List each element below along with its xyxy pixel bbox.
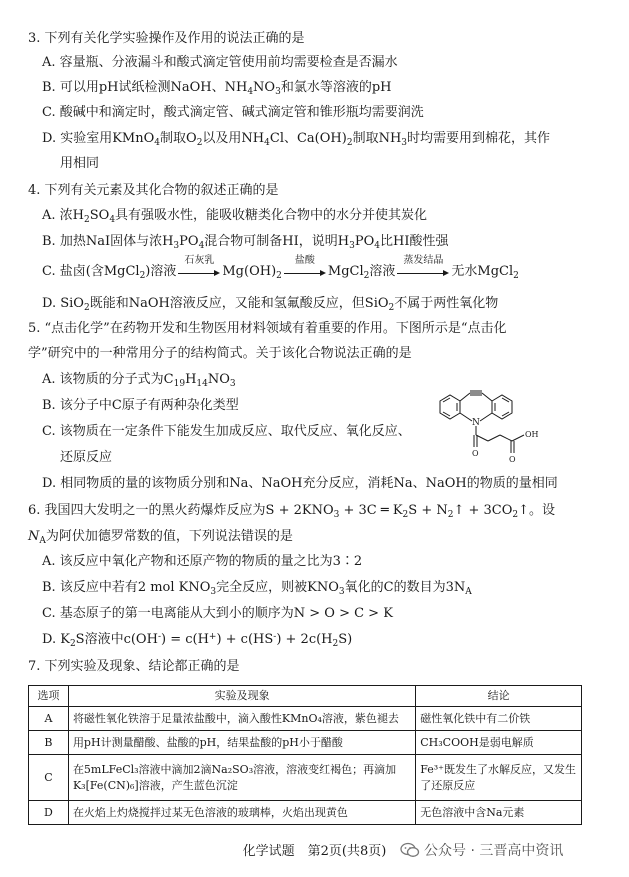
mol-label-o1: O — [472, 449, 479, 458]
q5-stem-1: 5. “点击化学”在药物开发和生物医用材料领域有着重要的作用。下图所示是“点击化 — [28, 321, 507, 336]
q3-option-a: A. 容量瓶、分液漏斗和酸式滴定管使用前均需要检查是否漏水 — [42, 55, 398, 70]
q4-option-a: A. 浓$H_2SO_4$具有强吸水性，能吸收糖类化合物中的水分并使其炭化 — [42, 208, 428, 225]
q5-stem-2: 学”研究中的一种常用分子的结构简式。关于该化合物说法正确的是 — [28, 346, 412, 361]
q6-option-d: D. $K_2S$溶液中$c(OH^-) = c(H^+) + c(HS^-) + 2c(H_2S)$ — [42, 632, 353, 649]
table-header-row — [29, 686, 582, 707]
row-option: A — [29, 707, 69, 731]
molecule-structure-diagram — [430, 383, 550, 463]
q3-option-c: C. 酸碱中和滴定时，酸式滴定管、碱式滴定管和锥形瓶均需要润洗 — [42, 105, 424, 120]
header-experiment: 实验及现象 — [68, 686, 415, 707]
q4-option-b: B. 加热NaI固体与浓$H_3PO_4$混合物可制备HI，说明$H_3PO_4$比HI酸性强 — [42, 234, 449, 251]
table-row — [29, 707, 582, 731]
q3-option-d-cont: 用相同 — [60, 156, 100, 171]
mol-label-n: N — [472, 418, 480, 428]
q3-stem: 3. 下列有关化学实验操作及作用的说法正确的是 — [28, 31, 305, 46]
row-option: D — [29, 801, 69, 825]
row-experiment: 在火焰上灼烧搅拌过某无色溶液的玻璃棒，火焰出现黄色 — [68, 801, 415, 825]
row-option: B — [29, 731, 69, 755]
header-option: 选项 — [29, 686, 69, 707]
q5-option-b: B. 该分子中C原子有两种杂化类型 — [42, 398, 239, 413]
row-experiment: 将磁性氧化铁溶于足量浓盐酸中，滴入酸性KMnO₄溶液，紫色褪去 — [68, 707, 415, 731]
row-experiment: 用pH计测量醋酸、盐酸的pH，结果盐酸的pH小于醋酸 — [68, 731, 415, 755]
reaction-arrow-1: 石灰乳 — [178, 265, 220, 279]
q4-stem: 4. 下列有关元素及其化合物的叙述正确的是 — [28, 183, 279, 198]
q3-option-b: B. 可以用pH试纸检测NaOH、$NH_4NO_3$和氯水等溶液的pH — [42, 80, 392, 97]
row-option: C — [29, 755, 69, 801]
reaction-arrow-2: 盐酸 — [284, 265, 326, 279]
q6-option-b: B. 该反应中若有2 mol $KNO_3$完全反应，则被$KNO_3$氧化的C的数目为$3N_A$ — [42, 580, 472, 597]
q7-table — [28, 685, 582, 825]
q5-option-c-cont: 还原反应 — [60, 450, 113, 465]
mol-label-oh: OH — [525, 430, 539, 439]
watermark-text: 公众号 · 三晋高中资讯 — [424, 843, 564, 859]
header-conclusion: 结论 — [416, 686, 582, 707]
q4-option-c: C. 盐卤(含MgCl$_2$)溶液 石灰乳 $Mg(OH)_2$ 盐酸 MgCl$_2$溶液 蒸发结晶 无水MgCl$_2$ — [42, 254, 519, 281]
q3-option-d: D. 实验室用KMnO$_4$制取$O_2$以及用$NH_4Cl$、$Ca(OH)_2$制取$NH_3$时均需要用到棉花，其作 — [42, 131, 551, 148]
q6-option-a: A. 该反应中氧化产物和还原产物的物质的量之比为3∶2 — [42, 554, 363, 569]
table-row — [29, 801, 582, 825]
reaction-arrow-3: 蒸发结晶 — [397, 265, 449, 279]
row-experiment: 在5mLFeCl₃溶液中滴加2滴Na₂SO₃溶液，溶液变红褐色；再滴加K₃[Fe(CN)₆]溶液，产生蓝色沉淀 — [68, 755, 415, 801]
row-conclusion: 无色溶液中含Na元素 — [416, 801, 582, 825]
row-conclusion: CH₃COOH是弱电解质 — [416, 731, 582, 755]
q6-stem-2: $N_A$为阿伏加德罗常数的值，下列说法错误的是 — [28, 529, 293, 546]
mol-label-o2: O — [509, 455, 516, 463]
q6-option-c: C. 基态原子的第一电离能从大到小的顺序为N > O > C > K — [42, 606, 393, 621]
table-row — [29, 731, 582, 755]
q7-stem: 7. 下列实验及现象、结论都正确的是 — [28, 659, 240, 674]
watermark — [400, 840, 563, 862]
page-footer: 化学试题 第2页(共8页) — [242, 844, 387, 859]
wechat-icon — [400, 842, 420, 858]
q5-option-d: D. 相同物质的量的该物质分别和Na、NaOH充分反应，消耗Na、NaOH的物质的量相同 — [42, 476, 558, 491]
row-conclusion: 磁性氧化铁中有二价铁 — [416, 707, 582, 731]
q6-stem-1: 6. 我国四大发明之一的黑火药爆炸反应为$S + 2KNO_3 + 3C$ ═ $K_2S$ + $N_2↑$ + $3CO_2↑$。设 — [28, 503, 556, 520]
q5-option-a: A. 该物质的分子式为$C_{19}H_{14}NO_3$ — [42, 372, 236, 389]
table-row — [29, 755, 582, 801]
q5-option-c: C. 该物质在一定条件下能发生加成反应、取代反应、氧化反应、 — [42, 424, 411, 439]
q4-option-d: D. SiO$_2$既能和NaOH溶液反应，又能和氢氟酸反应，但SiO$_2$不属于两性氧化物 — [42, 296, 499, 313]
row-conclusion: Fe³⁺既发生了水解反应，又发生了还原反应 — [416, 755, 582, 801]
